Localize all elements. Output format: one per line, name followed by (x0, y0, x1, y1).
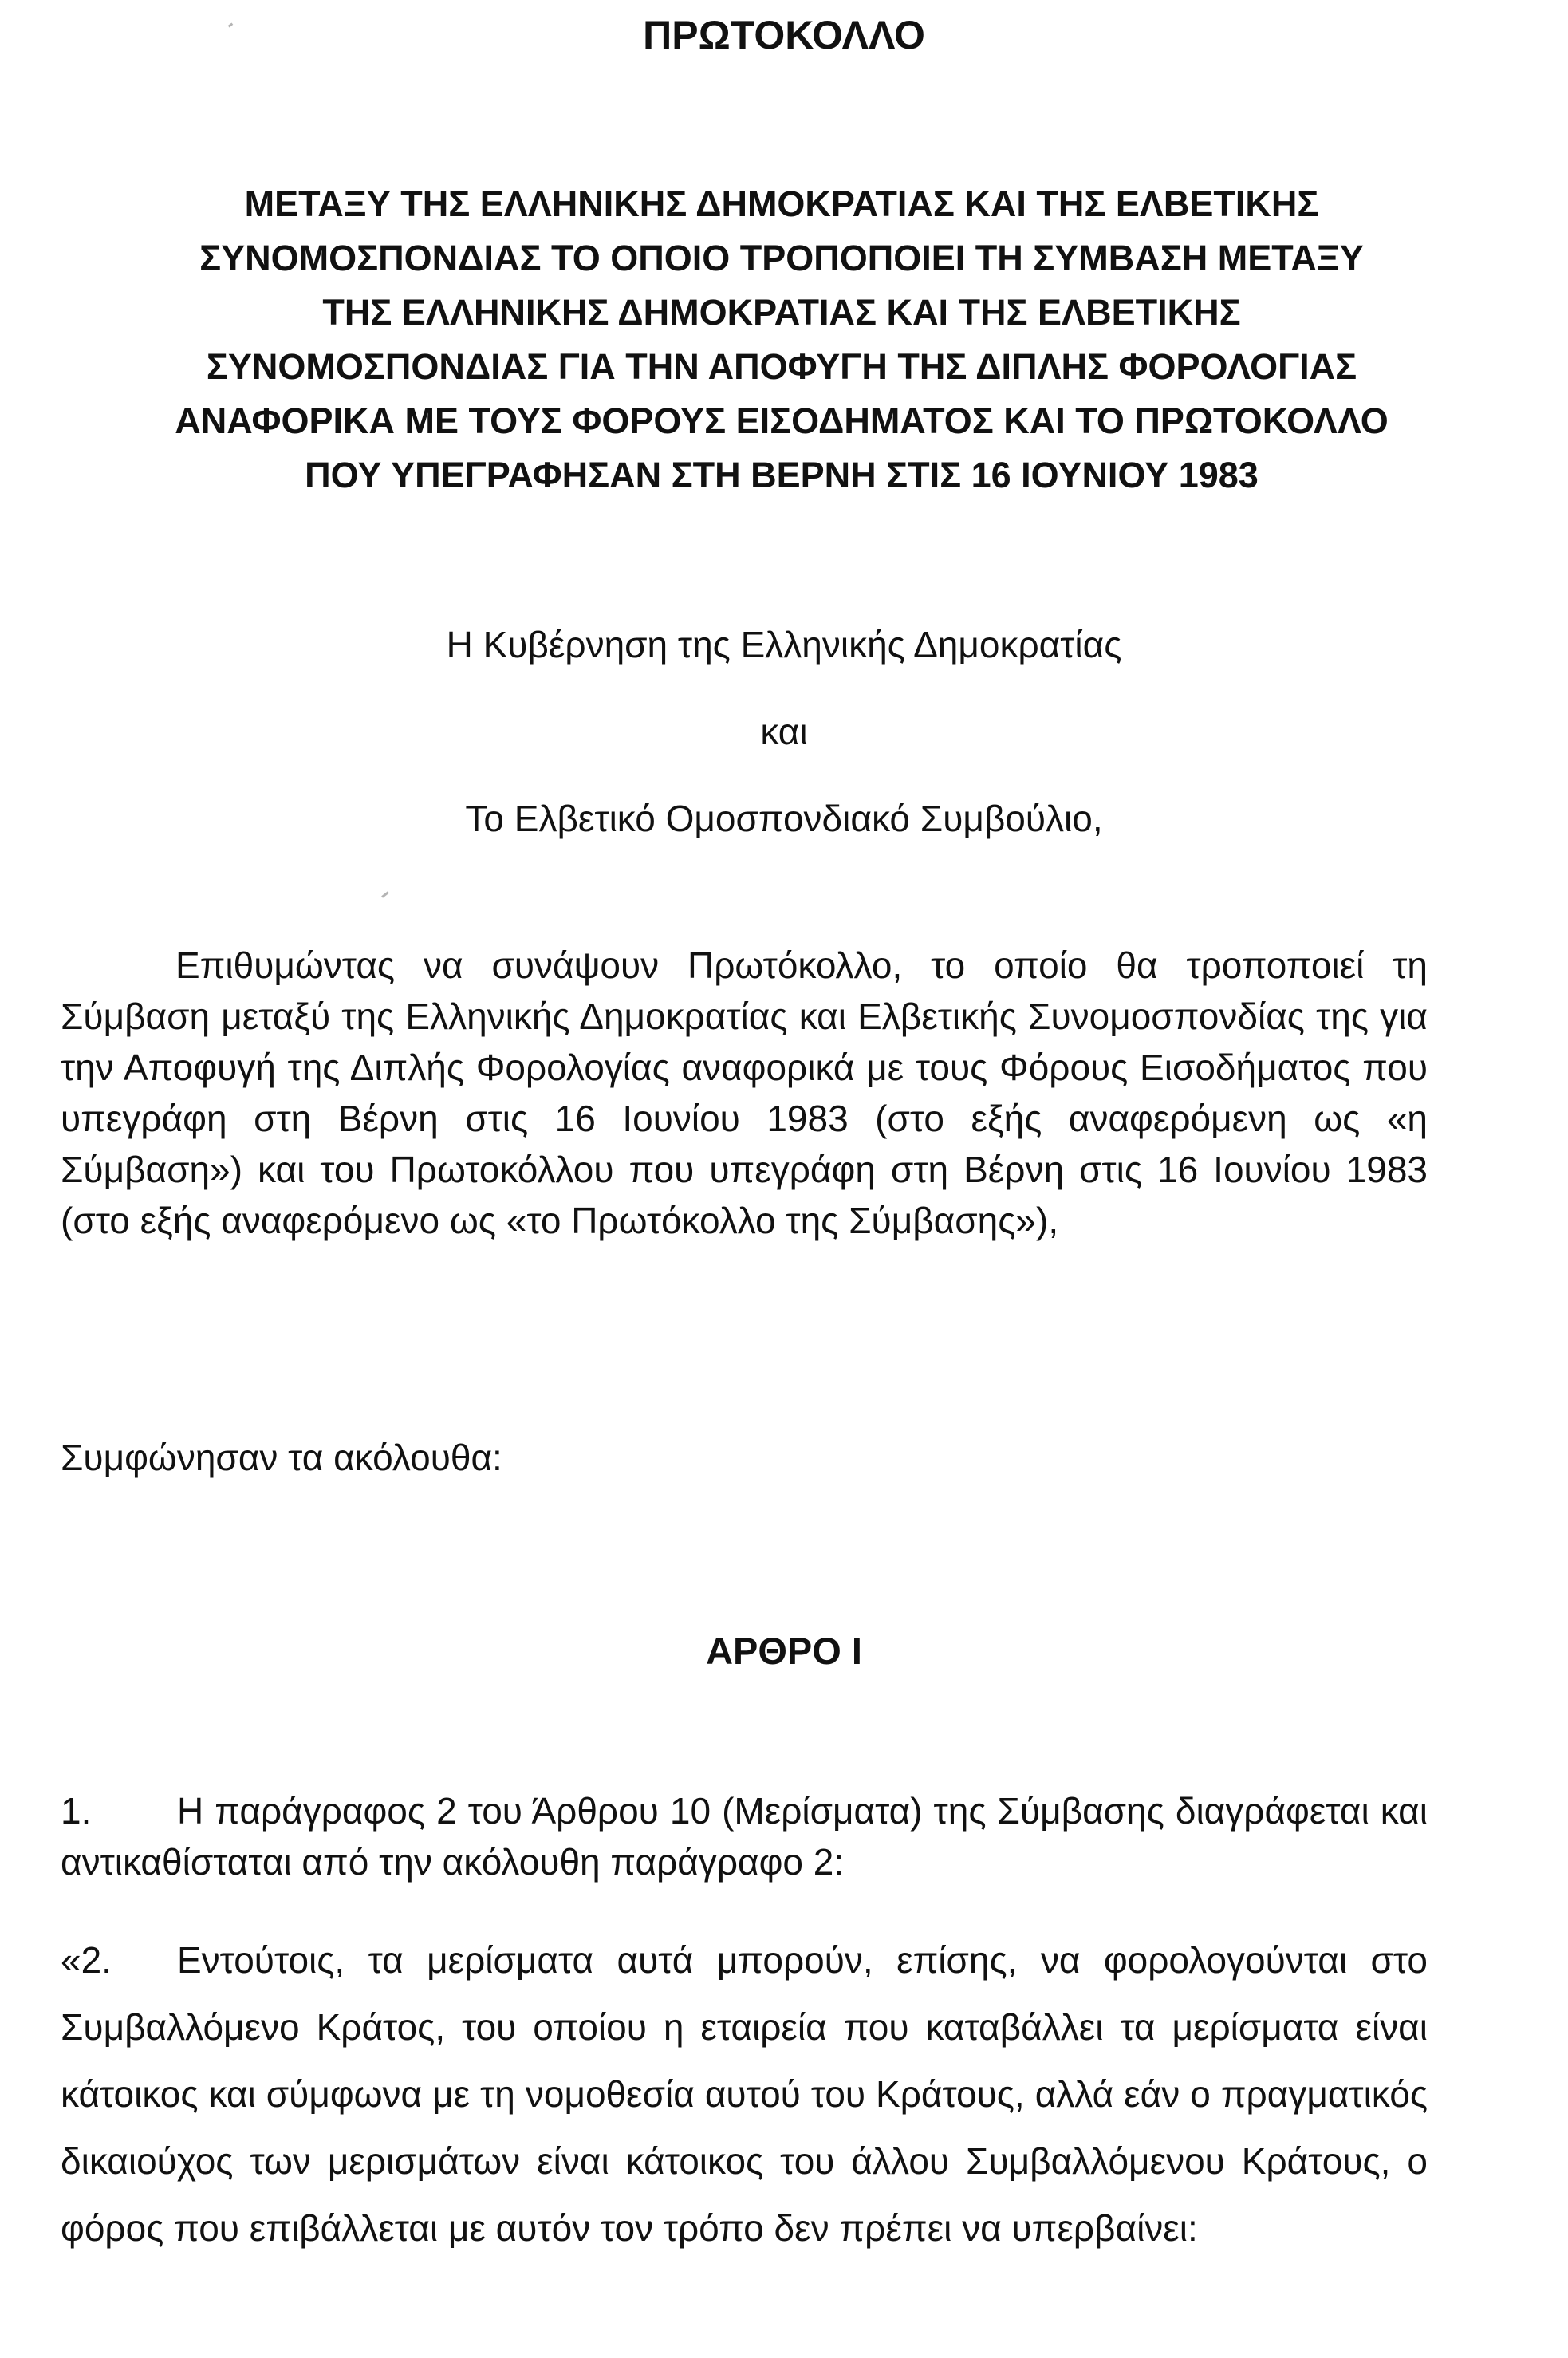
party-greek-government: Η Κυβέρνηση της Ελληνικής Δημοκρατίας (446, 624, 1122, 665)
paragraph-number: «2. (61, 1939, 112, 1981)
article-paragraph-1 (61, 1785, 1428, 1887)
document-heading (96, 177, 1468, 503)
paragraph-text: Εντούτοις, τα μερίσματα αυτά μπορούν, επίσης, να φορολογούνται στο Συμβαλλόμενο Κράτος, του οποίου η εταιρεία που καταβάλλει τα μερίσματα είναι κάτοικος και σύμφωνα με τη νομοθεσία αυτού του Κράτους, αλλά εάν ο πραγματικός δικαιούχος των μερισμάτων είναι κάτοικος του άλλου Συμβαλλόμενου Κράτους, ο φόρος που επιβάλλεται με αυτόν τον τρόπο δεν πρέπει να υπερβαίνει: (61, 1939, 1428, 2249)
heading-line: ΑΝΑΦΟΡΙΚΑ ΜΕ ΤΟΥΣ ΦΟΡΟΥΣ ΕΙΣΟΔΗΜΑΤΟΣ ΚΑΙ ΤΟ ΠΡΩΤΟΚΟΛΛΟ (175, 400, 1389, 441)
heading-line: ΠΟΥ ΥΠΕΓΡΑΦΗΣΑΝ ΣΤΗ ΒΕΡΝΗ ΣΤΙΣ 16 ΙΟΥΝΙΟΥ 1983 (305, 455, 1259, 495)
heading-line: ΣΥΝΟΜΟΣΠΟΝΔΙΑΣ ΓΙΑ ΤΗΝ ΑΠΟΦΥΓΗ ΤΗΣ ΔΙΠΛΗΣ ΦΟΡΟΛΟΓΙΑΣ (206, 346, 1357, 387)
scan-speck (381, 891, 389, 898)
preamble-paragraph: Επιθυμώντας να συνάψουν Πρωτόκολλο, το οποίο θα τροποποιεί τη Σύμβαση μεταξύ της Ελληνικής Δημοκρατίας και Ελβετικής Συνομοσπονδίας της για την Αποφυγή της Διπλής Φορολογίας αναφορικά με τους Φόρους Εισοδήματος που υπεγράφη στη Βέρνη στις 16 Ιουνίου 1983 (στο εξής αναφερόμενη ως «η Σύμβαση») και του Πρωτοκόλλου που υπεγράφη στη Βέρνη στις 16 Ιουνίου 1983 (στο εξής αναφερόμενο ως «το Πρωτόκολλο της Σύμβασης»), (61, 944, 1428, 1241)
document-title: ΠΡΩΤΟΚΟΛΛΟ (643, 13, 925, 57)
article-paragraph-2 (61, 1926, 1428, 2261)
party-swiss-federal-council: Το Ελβετικό Ομοσπονδιακό Συμβούλιο, (465, 798, 1103, 839)
paragraph-text: Η παράγραφος 2 του Άρθρου 10 (Μερίσματα) της Σύμβασης διαγράφεται και αντικαθίσταται από την ακόλουθη παράγραφο 2: (61, 1790, 1428, 1883)
heading-line: ΜΕΤΑΞΥ ΤΗΣ ΕΛΛΗΝΙΚΗΣ ΔΗΜΟΚΡΑΤΙΑΣ ΚΑΙ ΤΗΣ ΕΛΒΕΤΙΚΗΣ (244, 183, 1319, 224)
heading-line: ΤΗΣ ΕΛΛΗΝΙΚΗΣ ΔΗΜΟΚΡΑΤΙΑΣ ΚΑΙ ΤΗΣ ΕΛΒΕΤΙΚΗΣ (322, 292, 1241, 333)
paragraph-number: 1. (61, 1790, 92, 1832)
party-conjunction: και (760, 711, 808, 752)
article-title: ΑΡΘΡΟ Ι (706, 1630, 862, 1672)
agreement-statement: Συμφώνησαν τα ακόλουθα: (61, 1437, 502, 1478)
heading-line: ΣΥΝΟΜΟΣΠΟΝΔΙΑΣ ΤΟ ΟΠΟΙΟ ΤΡΟΠΟΠΟΙΕΙ ΤΗ ΣΥΜΒΑΣΗ ΜΕΤΑΞΥ (199, 238, 1364, 278)
